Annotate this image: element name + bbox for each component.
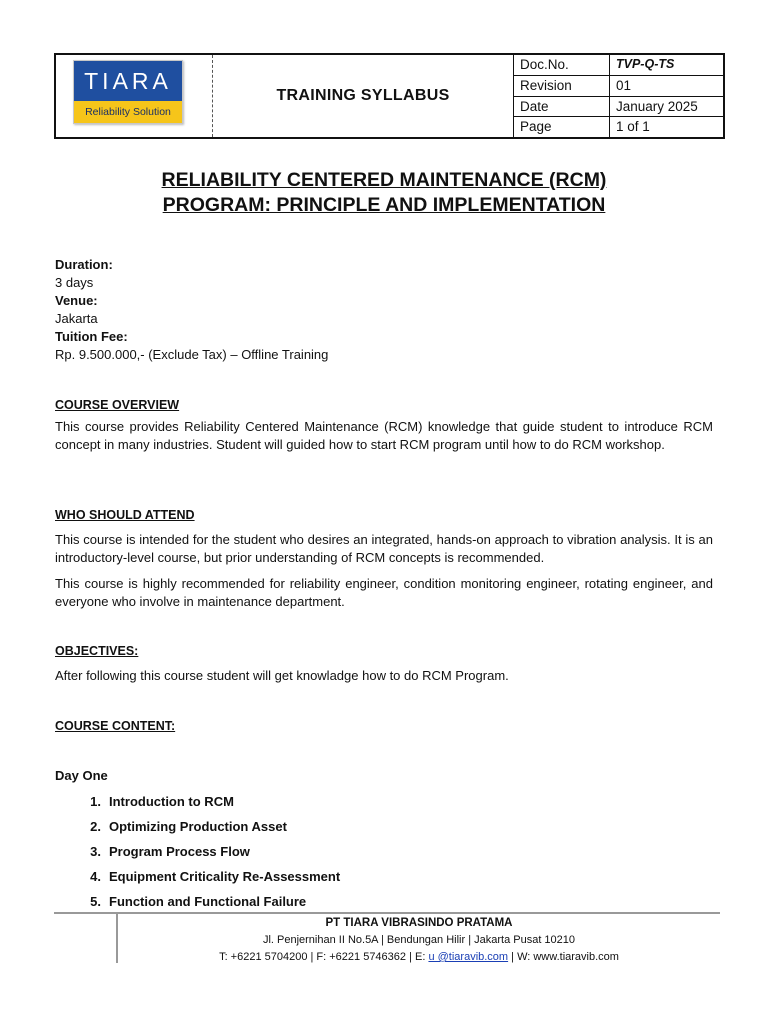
list-item-number: 5. — [90, 894, 101, 909]
list-item — [55, 793, 713, 818]
doc-info-value: January 2025 — [616, 98, 698, 114]
list-item-text: Program Process Flow — [109, 844, 250, 859]
list-item-text: Optimizing Production Asset — [109, 819, 287, 834]
duration-label: Duration: — [55, 257, 113, 272]
footer-email-link[interactable]: u @tiaravib.com — [428, 951, 509, 963]
who-should-attend-section — [55, 506, 713, 611]
doc-info-row — [514, 76, 723, 97]
doc-title: TRAINING SYLLABUS — [276, 87, 450, 104]
tuition-fee-label: Tuition Fee: — [55, 329, 128, 344]
day-heading: Day One — [55, 768, 108, 783]
footer-divider — [54, 912, 720, 914]
company-logo — [73, 60, 183, 124]
doc-info-table — [514, 55, 723, 137]
course-content-list — [55, 793, 713, 918]
footer-website: | W: www.tiaravib.com — [508, 951, 619, 963]
course-title — [0, 168, 768, 218]
document-header — [54, 53, 725, 139]
tuition-fee-value: Rp. 9.500.000,- (Exclude Tax) – Offline Training — [55, 347, 329, 362]
list-item-number: 4. — [90, 869, 101, 884]
list-item-number: 3. — [90, 844, 101, 859]
objectives-section — [55, 642, 713, 685]
footer-contact-phone-fax: T: +6221 5704200 | F: +6221 5746362 | E: — [219, 951, 429, 963]
list-item-text: Function and Functional Failure — [109, 894, 307, 909]
page-footer — [118, 915, 720, 966]
doc-info-row — [514, 55, 723, 76]
course-details — [55, 256, 713, 364]
doc-info-value: 1 of 1 — [616, 119, 650, 135]
duration-value: 3 days — [55, 275, 94, 290]
section-heading: OBJECTIVES: — [55, 644, 139, 658]
objectives-text: After following this course student will get knowladge how to do RCM Program. — [55, 668, 509, 683]
section-heading: COURSE OVERVIEW — [55, 398, 180, 412]
doc-info-key: Doc.No. — [514, 55, 610, 75]
doc-info-value: 01 — [616, 77, 632, 93]
logo-name: TIARA — [84, 67, 172, 94]
list-item-text: Equipment Criticality Re-Assessment — [109, 869, 341, 884]
list-item-number: 2. — [90, 819, 101, 834]
section-heading: WHO SHOULD ATTEND — [55, 508, 195, 522]
footer-address: Jl. Penjernihan II No.5A | Bendungan Hilir | Jakarta Pusat 10210 — [262, 934, 576, 946]
logo-cell — [56, 55, 213, 137]
list-item — [55, 843, 713, 868]
list-item — [55, 868, 713, 893]
doc-info-row — [514, 97, 723, 118]
section-heading: COURSE CONTENT: — [55, 719, 176, 733]
footer-company-name: PT TIARA VIBRASINDO PRATAMA — [325, 917, 513, 929]
overview-text: This course provides Reliability Centered Maintenance (RCM) knowledge that guide student to introduce RCM concept in many industries. Student will guided how to start RCM program until how to do RCM workshop. — [55, 419, 713, 452]
list-item-number: 1. — [90, 794, 101, 809]
venue-label: Venue: — [55, 293, 98, 308]
venue-value: Jakarta — [55, 311, 98, 326]
course-content-section — [55, 717, 713, 918]
doc-info-key: Date — [514, 97, 610, 117]
list-item — [55, 818, 713, 843]
attend-paragraph: This course is highly recommended for reliability engineer, condition monitoring engineer, rotating engineer, and everyone who involve in maintenance department. — [55, 576, 713, 609]
list-item-text: Introduction to RCM — [109, 794, 234, 809]
logo-tagline: Reliability Solution — [85, 106, 171, 118]
course-title-line-2: PROGRAM: PRINCIPLE AND IMPLEMENTATION — [162, 194, 606, 216]
doc-info-key: Page — [514, 117, 610, 137]
doc-info-row — [514, 117, 723, 137]
doc-info-key: Revision — [514, 76, 610, 96]
doc-title-cell — [213, 55, 514, 137]
attend-paragraph: This course is intended for the student who desires an integrated, hands-on approach to vibration analysis. It is an introductory-level course, but prior understanding of RCM concepts is recommended. — [55, 532, 713, 565]
course-title-line-1: RELIABILITY CENTERED MAINTENANCE (RCM) — [161, 169, 607, 191]
doc-info-value: TVP-Q-TS — [616, 57, 675, 71]
footer-contact — [118, 949, 720, 966]
course-overview-section — [55, 396, 713, 454]
